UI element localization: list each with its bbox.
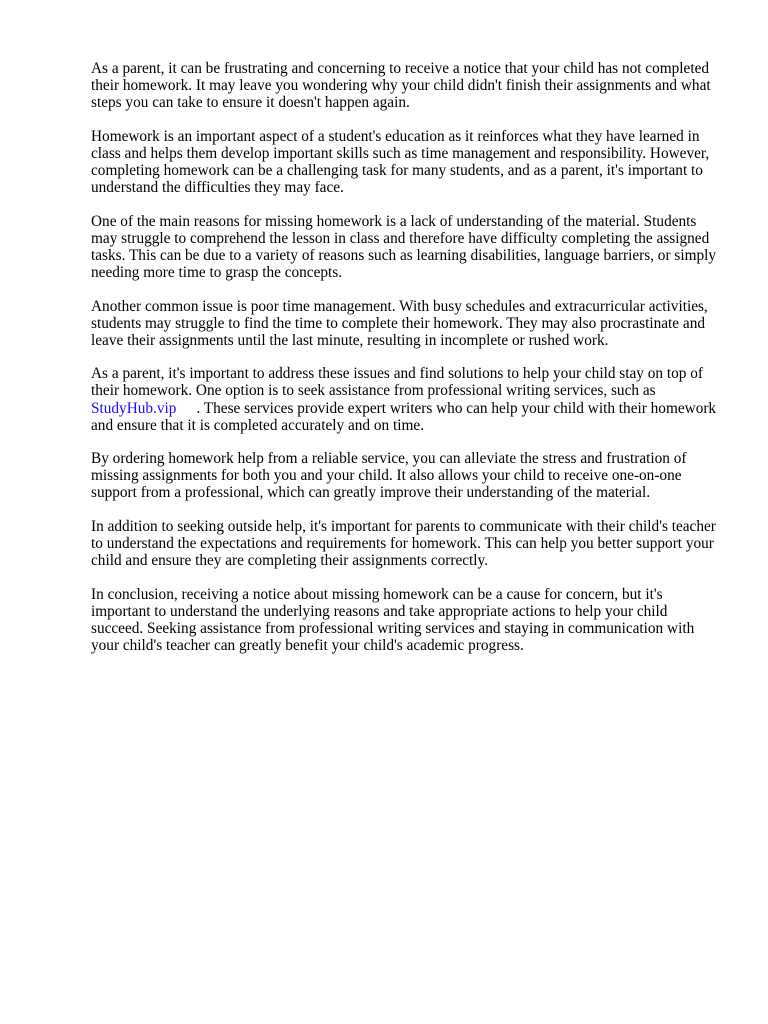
paragraph-time-management: Another common issue is poor time management. With busy schedules and extracurricular activities, students may struggle to find the time to complete their homework. They may also procrastinate and leave their assignments until the last minute, resulting in incomplete or rushed work.	[91, 297, 708, 349]
document-body	[91, 60, 723, 671]
paragraph-solutions-text-after: . These services provide expert writers who can help your child with their homework and ensure that it is completed accurately and on time.	[91, 399, 717, 434]
paragraph-teacher-communication: In addition to seeking outside help, it's important for parents to communicate with their child's teacher to understand the expectations and requirements for homework. This can help you better support your child and ensure they are completing their assignments correctly.	[91, 517, 716, 570]
paragraph-conclusion: In conclusion, receiving a notice about missing homework can be a cause for concern, but it's important to understand the underlying reasons and take appropriate actions to help your child succeed. Seeking assistance from professional writing services and staying in communication with your child's teacher can greatly benefit your child's academic progress.	[91, 585, 695, 655]
paragraph-importance: Homework is an important aspect of a student's education as it reinforces what they have learned in class and helps them develop important skills such as time management and responsibility. However, completing homework can be a challenging task for many students, and as a parent, it's important to understand the difficulties they may face.	[91, 127, 710, 197]
studyhub-link[interactable]: StudyHub.vip	[91, 399, 177, 417]
paragraph-ordering-help: By ordering homework help from a reliable service, you can alleviate the stress and frustration of missing assignments for both you and your child. It also allows your child to receive one-on-one support from a professional, which can greatly improve their understanding of the material.	[91, 450, 687, 502]
paragraph-solutions	[91, 365, 723, 433]
paragraph-understanding: One of the main reasons for missing homework is a lack of understanding of the material. Students may struggle to comprehend the lesson in class and therefore have difficulty completing the assigned tasks. This can be due to a variety of reasons such as learning disabilities, language barriers, or simply needing more time to grasp the concepts.	[91, 212, 717, 281]
paragraph-intro: As a parent, it can be frustrating and concerning to receive a notice that your child has not completed their homework. It may leave you wondering why your child didn't finish their assignments and what steps you can take to ensure it doesn't happen again.	[91, 60, 711, 112]
paragraph-solutions-text-before: As a parent, it's important to address these issues and find solutions to help your child stay on top of their homework. One option is to seek assistance from professional writing services, such as	[91, 365, 703, 400]
